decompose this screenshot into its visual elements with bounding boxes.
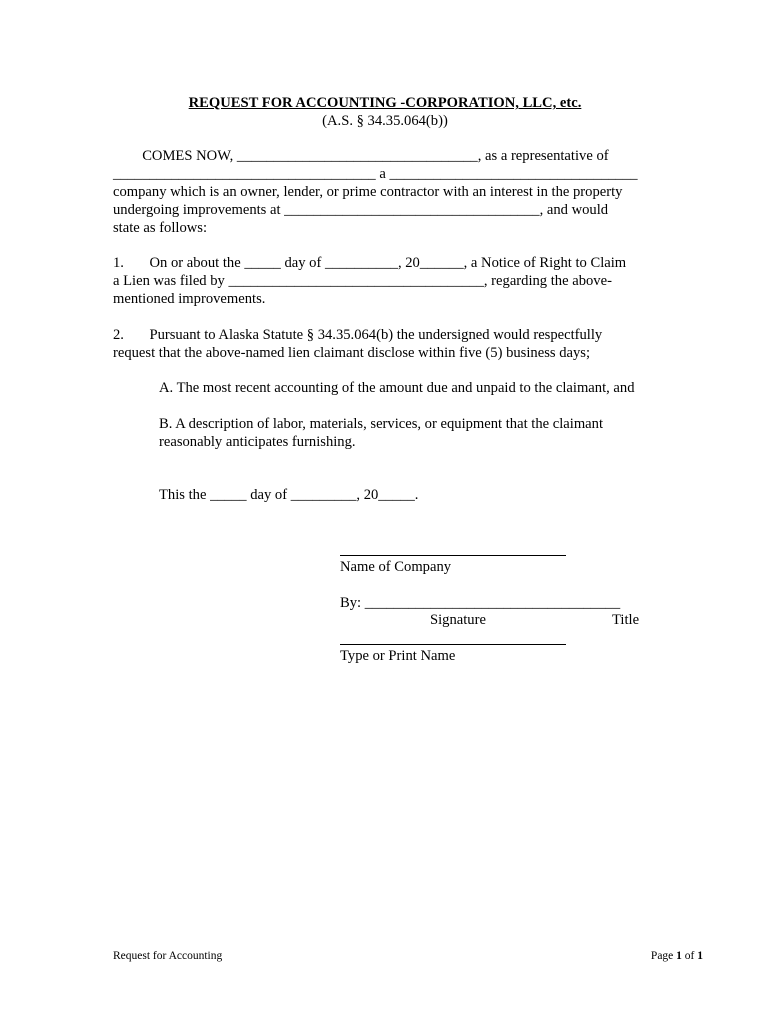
item-b-line: reasonably anticipates furnishing. (159, 434, 356, 450)
title-label: Title (612, 612, 640, 628)
print-name-label: Type or Print Name (340, 648, 456, 664)
document-title: REQUEST FOR ACCOUNTING -CORPORATION, LLC, etc. (188, 95, 582, 111)
signature-label: Signature (430, 612, 486, 628)
intro-line: company which is an owner, lender, or prime contractor with an interest in the property (113, 184, 623, 200)
by-signature-line: By: ___________________________________ (340, 595, 621, 611)
intro-line: ____________________________________ a __________________________________ (113, 166, 638, 182)
page-total: 1 (697, 950, 703, 962)
para2-line: request that the above-named lien claimant disclose within five (5) business days; (113, 345, 591, 361)
page-of: of (681, 950, 698, 962)
company-name-label: Name of Company (340, 559, 452, 575)
company-name-rule (340, 555, 566, 556)
para2-line: 2. Pursuant to Alaska Statute § 34.35.064(b) the undersigned would respectfully (113, 327, 603, 343)
intro-line: state as follows: (113, 220, 208, 236)
item-b-line: B. A description of labor, materials, services, or equipment that the claimant (159, 416, 603, 432)
intro-line: undergoing improvements at ___________________________________, and would (113, 202, 609, 218)
print-name-rule (340, 644, 566, 645)
para1-line: a Lien was filed by ___________________________________, regarding the above- (113, 273, 612, 289)
document-subtitle: (A.S. § 34.35.064(b)) (322, 113, 448, 129)
footer-doc-name: Request for Accounting (113, 950, 223, 962)
para1-line: mentioned improvements. (113, 291, 266, 307)
page-current: 1 (676, 950, 682, 962)
item-a: A. The most recent accounting of the amount due and unpaid to the claimant, and (159, 380, 635, 396)
footer-page-number (651, 949, 703, 963)
page-prefix: Page (650, 950, 677, 962)
para1-line: 1. On or about the _____ day of __________, 20______, a Notice of Right to Claim (113, 255, 627, 271)
intro-line: COMES NOW, _________________________________, as a representative of (113, 148, 609, 164)
dated-line: This the _____ day of _________, 20_____. (159, 487, 419, 503)
